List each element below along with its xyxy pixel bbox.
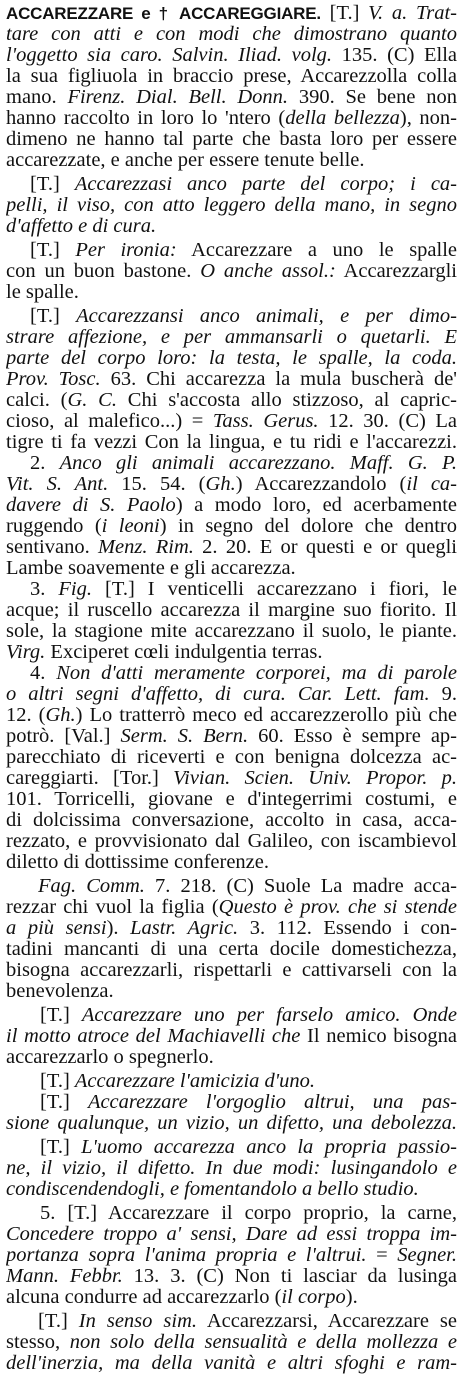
entry-line: Virg. Exciperet cœli indulgentia terras. [6,641,323,663]
entry-line: benevolenza. [6,980,114,1002]
entry-line: [T.] Accarezzare uno per farselo amico. Onde [40,1004,457,1026]
entry-line: hanno raccolto in loro lo 'ntero (della bellezza), non- [6,107,457,129]
entry-line: tare con atti e con modi che dimostrano quanto [6,23,457,45]
entry-line: 4. Non d'atti meramente corporei, ma di parole [30,662,457,684]
entry-line: l'oggetto sia caro. Salvin. Iliad. volg. 135. (C) Ella [6,44,457,66]
entry-line-1: ACCAREZZARE e † ACCAREGGIARE. [T.] V. a. Trat- [6,2,457,24]
entry-line: calci. (G. C. Chi s'accosta allo stizzoso, al capric- [6,389,457,411]
entry-line: Fag. Comm. 7. 218. (C) Suole La madre acca- [38,875,457,897]
entry-line: rezzato, e provvisionato dal Galileo, con iscambievol [6,830,457,852]
entry-line: pelli, il viso, con atto leggero della mano, in segno [6,194,457,216]
entry-line: davere di S. Paolo) a modo loro, ed acerbamente [6,494,457,516]
entry-line: potrò. [Val.] Serm. S. Bern. 60. Esso è sempre ap- [6,725,457,747]
entry-line: di dolcissima conversazione, accolto in casa, acca- [6,809,457,831]
entry-line: mano. Firenz. Dial. Bell. Donn. 390. Se bene non [6,86,457,108]
entry-line: il motto atroce del Machiavelli che Il nemico bisogna [6,1025,457,1047]
entry-line: parecchiato di riceverti e con benigna dolcezza ac- [6,746,457,768]
entry-line: parte del corpo loro: la testa, le spalle, la coda. [6,347,457,369]
entry-line: 2. Anco gli animali accarezzano. Maff. G. P. [30,452,457,474]
entry-line: condiscendendogli, e fomentandolo a bello studio. [6,1178,419,1200]
entry-line: 101. Torricelli, giovane e d'integerrimi costumi, e [6,788,457,810]
entry-line: rezzar chi vuol la figlia (Questo è prov. che si stende [6,896,457,918]
entry-line: careggiarti. [Tor.] Vivian. Scien. Univ. Propor. p. [6,767,457,789]
headword: ACCAREZZARE e † ACCAREGGIARE. [6,4,321,23]
entry-line: [T.] Accarezzare l'amicizia d'uno. [40,1070,316,1092]
entry-line: [T.] Accarezzansi anco animali, e per dimo- [30,305,457,327]
entry-line: tadini mancanti di una certa docile domestichezza, [6,938,457,960]
entry-line: Lambe soavemente e gli accarezza. [6,557,296,579]
entry-line: Mann. Febbr. 13. 3. (C) Non ti lasciar da lusinga [6,1265,457,1287]
entry-line: la sua figliuola in braccio prese, Accarezzolla colla [6,65,457,87]
entry-line: acque; il ruscello accarezza il margine suo fiorito. Il [6,599,457,621]
entry-line: strare affezione, e per ammansarli o quetarli. E [6,326,457,348]
entry-line: 5. [T.] Accarezzare il corpo proprio, la carne, [40,1202,457,1224]
entry-line: alcuna condurre ad accarezzarlo (il corpo). [6,1286,358,1308]
entry-line: [T.] Per ironia: Accarezzare a uno le spalle [30,239,457,261]
entry-line: [T.] Accarezzare l'orgoglio altrui, una pas- [40,1091,457,1113]
entry-line: tigre ti fa vezzi Con la lingua, e tu ridi e l'accarezzi. [6,431,457,453]
entry-line: sentivano. Menz. Rim. 2. 20. E or questi e or quegli [6,536,457,558]
entry-line: accarezzate, e anche per essere tenute belle. [6,149,365,171]
entry-line: ne, il vizio, il difetto. In due modi: lusingandolo e [6,1157,457,1179]
entry-line: diletto di dottissime conferenze. [6,851,270,873]
entry-line: [T.] L'uomo accarezza anco la propria passio- [40,1136,457,1158]
entry-line: a più sensi). Lastr. Agric. 3. 112. Essendo i con- [6,917,457,939]
entry-line: 12. (Gh.) Lo tratterrò meco ed accarezzerollo più che [6,704,457,726]
entry-line: sole, la stagione mite accarezzano il suolo, le piante. [6,620,457,642]
entry-line: dell'inerzia, ma della vanità e altri sfoghi e ram- [6,1352,457,1374]
entry-line: sione qualunque, un vizio, un difetto, una debolezza. [6,1112,457,1134]
entry-line: o altri segni d'affetto, di cura. Car. Lett. fam. 9. [6,683,457,705]
entry-line: accarezzarlo o spegnerlo. [6,1046,214,1068]
entry-line: bisogna accarezzarli, rispettarli e cattivarseli con la [6,959,457,981]
entry-line: ruggendo (i leoni) in segno del dolore che dentro [6,515,457,537]
entry-line: stesso, non solo della sensualità e della mollezza e [6,1331,457,1353]
entry-line: [T.] In senso sim. Accarezzarsi, Accarezzare se [38,1310,457,1332]
entry-line: 3. Fig. [T.] I venticelli accarezzano i fiori, le [30,578,457,600]
entry-line: le spalle. [6,281,79,303]
entry-line: portanza sopra l'anima propria e l'altrui. = Segner. [6,1244,457,1266]
entry-line: Concedere troppo a' sensi, Dare ad essi troppa im- [6,1223,457,1245]
entry-line: d'affetto e di cura. [6,215,157,237]
entry-line: [T.] Accarezzasi anco parte del corpo; i ca- [30,173,457,195]
entry-line: cioso, al malefico...) = Tass. Gerus. 12. 30. (C) La [6,410,457,432]
entry-line: con un buon bastone. O anche assol.: Accarezzargli [6,260,457,282]
entry-line: Vit. S. Ant. 15. 54. (Gh.) Accarezzandolo (il ca- [6,473,457,495]
entry-line: dimeno ne hanno tal parte che basta loro per essere [6,128,457,150]
entry-line: Prov. Tosc. 63. Chi accarezza la mula buscherà de' [6,368,457,390]
